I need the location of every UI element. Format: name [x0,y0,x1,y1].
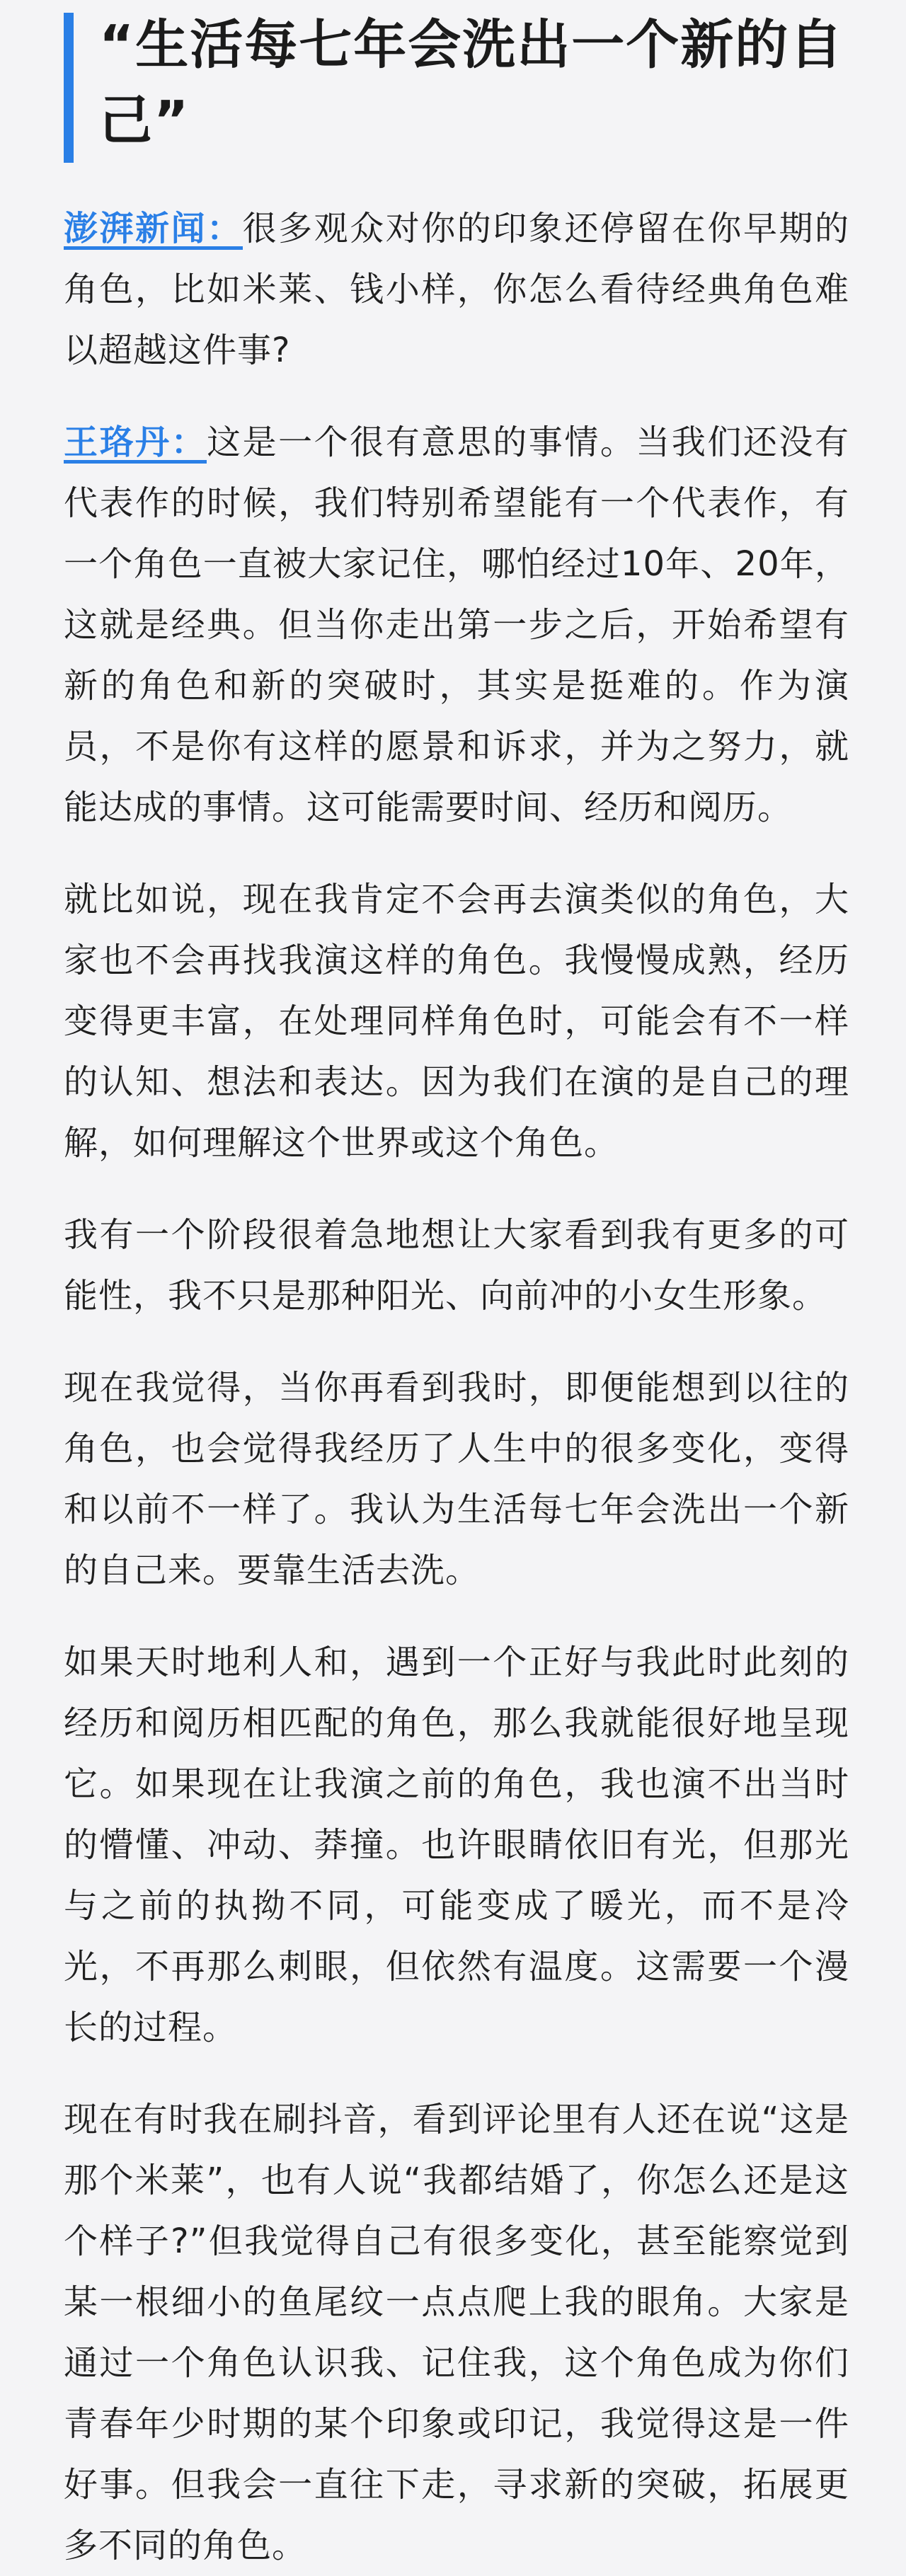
speaker-label: 王珞丹： [64,422,207,462]
paragraph-text: 很多观众对你的印象还停留在你早期的角色，比如米莱、钱小样，你怎么看待经典角色难以超越这件事? [64,209,849,370]
paragraph [64,869,849,1173]
paragraph-text: 我有一个阶段很着急地想让大家看到我有更多的可能性，我不只是那种阳光、向前冲的小女生形象。 [64,1215,849,1316]
article-title: “生活每七年会洗出一个新的自己” [99,13,844,151]
article-body [64,198,849,2576]
paragraph [64,198,849,381]
title-block [64,7,849,156]
paragraph [64,1632,849,2058]
paragraph [64,1357,849,1601]
paragraph-text: 就比如说，现在我肯定不会再去演类似的角色，大家也不会再找我演这样的角色。我慢慢成熟，经历变得更丰富，在处理同样角色时，可能会有不一样的认知、想法和表达。因为我们在演的是自己的理解，如何理解这个世界或这个角色。 [64,880,849,1163]
paragraph [64,1204,849,1326]
article-page [0,7,906,2568]
paragraph [64,2089,849,2576]
paragraph-text: 这是一个很有意思的事情。当我们还没有代表作的时候，我们特别希望能有一个代表作，有一个角色一直被大家记住，哪怕经过10年、20年，这就是经典。但当你走出第一步之后，开始希望有新的角色和新的突破时，其实是挺难的。作为演员，不是你有这样的愿景和诉求，并为之努力，就能达成的事情。这可能需要时间、经历和阅历。 [64,422,849,827]
paragraph [64,412,849,838]
title-accent-bar [64,13,74,163]
paragraph-text: 如果天时地利人和，遇到一个正好与我此时此刻的经历和阅历相匹配的角色，那么我就能很好地呈现它。如果现在让我演之前的角色，我也演不出当时的懵懂、冲动、莽撞。也许眼睛依旧有光，但那光与之前的执拗不同，可能变成了暖光，而不是冷光，不再那么刺眼，但依然有温度。这需要一个漫长的过程。 [64,1643,849,2047]
speaker-label: 澎湃新闻： [64,209,243,248]
paragraph-text: 现在有时我在刷抖音，看到评论里有人还在说“这是那个米莱”，也有人说“我都结婚了，你怎么还是这个样子?”但我觉得自己有很多变化，甚至能察觉到某一根细小的鱼尾纹一点点爬上我的眼角。大家是通过一个角色认识我、记住我，这个角色成为你们青春年少时期的某个印象或印记，我觉得这是一件好事。但我会一直往下走，寻求新的突破，拓展更多不同的角色。 [64,2100,849,2565]
paragraph-text: 现在我觉得，当你再看到我时，即便能想到以往的角色，也会觉得我经历了人生中的很多变化，变得和以前不一样了。我认为生活每七年会洗出一个新的自己来。要靠生活去洗。 [64,1368,849,1590]
